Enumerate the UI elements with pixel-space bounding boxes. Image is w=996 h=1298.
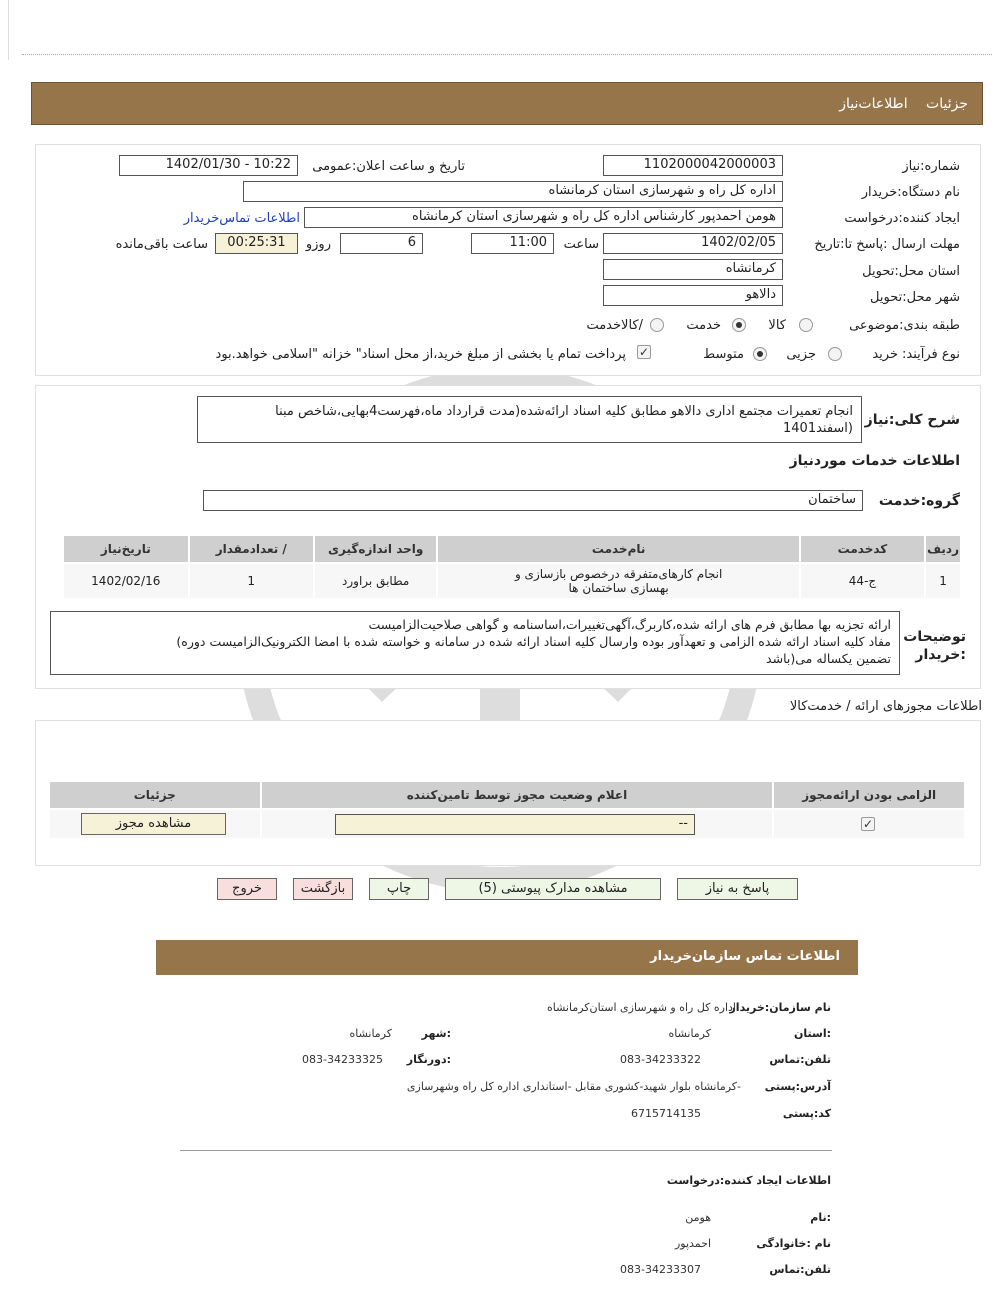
deadline-time-field: 11:00: [471, 233, 554, 254]
service-group-label: گروه:خدمت: [878, 493, 960, 509]
treasury-payment-checkbox[interactable]: ✓: [638, 345, 650, 359]
creator-name-value: هومن: [685, 1211, 711, 1224]
cell-row: 1: [925, 563, 961, 599]
col-service-name: نام‌خدمت: [437, 535, 799, 563]
process-minor-radio[interactable]: [828, 347, 842, 361]
contact-province-value: کرمانشاه: [668, 1027, 711, 1040]
need-info-panel: [35, 144, 981, 376]
left-rule: [8, 0, 9, 60]
creator-field: هومن احمدپور کارشناس اداره کل راه و شهرسازی استان کرمانشاه: [304, 207, 783, 228]
buyer-notes-line-1: ارائه تجزیه بها مطابق فرم های ارائه شده،کاربرگ،آگهی‌تغییرات،اساسنامه و گواهی صلاحیت‌الزامیست: [368, 617, 891, 632]
buyer-field: اداره کل راه و شهرسازی استان کرمانشاه: [243, 181, 783, 202]
contact-title: اطلاعات تماس سازمان‌خریدار: [156, 940, 858, 975]
category-label: طبقه بندی:موضوعی: [849, 318, 960, 333]
province-label: استان محل:تحویل: [862, 264, 960, 279]
tab-details[interactable]: جزئیات: [926, 96, 968, 112]
cell-need-date: 1402/02/16: [63, 563, 189, 599]
category-service-radio[interactable]: [732, 318, 746, 332]
contact-province-label: :استان: [794, 1027, 831, 1040]
col-row: ردیف: [925, 535, 961, 563]
category-goods-label: کالا: [768, 318, 786, 333]
org-value: اداره کل راه و شهرسازی استان‌کرمانشاه: [547, 1001, 736, 1014]
treasury-payment-label: پرداخت تمام یا بخشی از مبلغ خرید،از محل اسناد" خزانه "اسلامی خواهد.بود: [215, 347, 626, 362]
col-permit-status: اعلام وضعیت مجوز توسط تامین‌کننده: [261, 781, 774, 809]
fax-value: 083-34233325: [302, 1053, 383, 1066]
creator-phone-label: تلفن:تماس: [769, 1263, 831, 1276]
category-goods-service-label: /کالاخدمت: [586, 318, 643, 333]
permit-status-field[interactable]: --: [335, 814, 695, 835]
creator-name-label: :نام: [810, 1211, 831, 1224]
buyer-contact-link[interactable]: اطلاعات تماس‌خریدار: [183, 211, 300, 226]
permit-required-checkbox[interactable]: ✓: [862, 817, 874, 831]
buyer-label: نام دستگاه:خریدار: [861, 185, 960, 200]
services-table: [62, 534, 962, 600]
announce-field: 1402/01/30 - 10:22: [119, 155, 298, 176]
header-bar: [31, 82, 983, 125]
remaining-time-field: 00:25:31: [215, 233, 298, 254]
need-number-label: شماره:نیاز: [902, 159, 960, 174]
creator-info-title: اطلاعات ایجاد کننده:درخواست: [666, 1174, 831, 1187]
phone-value: 083-34233322: [620, 1053, 701, 1066]
fax-label: :دورنگار: [406, 1053, 451, 1066]
creator-label: ایجاد کننده:درخواست: [844, 211, 960, 226]
process-label: نوع فرآیند:: [902, 347, 960, 362]
category-service-label: خدمت: [686, 318, 721, 333]
city-field: دالاهو: [603, 285, 783, 306]
view-permit-button[interactable]: مشاهده مجوز: [81, 813, 226, 835]
category-goods-service-radio[interactable]: [650, 318, 664, 332]
process-medium-label: متوسط: [703, 347, 744, 362]
process-medium-radio[interactable]: [753, 347, 767, 361]
postal-value: 6715714135: [631, 1107, 701, 1120]
need-number-field: 1102000042000003: [603, 155, 783, 176]
col-unit: واحد اندازه‌گیری: [314, 535, 437, 563]
buyer-notes-text: [50, 611, 900, 675]
tab-need-info[interactable]: اطلاعات‌نیاز: [839, 96, 908, 112]
contact-city-value: کرمانشاه: [349, 1027, 392, 1040]
service-group-field: ساختمان: [203, 490, 863, 511]
col-service-code: کدخدمت: [800, 535, 925, 563]
table-row: [63, 563, 961, 599]
announce-label: تاریخ و ساعت اعلان:عمومی: [312, 159, 465, 174]
deadline-date-field: 1402/02/05: [603, 233, 783, 254]
col-permit-required: الزامی بودن ارائه‌مجوز: [773, 781, 965, 809]
top-divider: [22, 54, 992, 55]
cell-service-code: ج-44: [800, 563, 925, 599]
col-need-date: تاریخ‌نیاز: [63, 535, 189, 563]
print-button[interactable]: چاپ: [369, 878, 429, 900]
col-quantity: / تعدادمقدار: [189, 535, 314, 563]
org-label: نام سازمان:خریدار: [729, 1001, 831, 1014]
summary-text: انجام تعمیرات مجتمع اداری دالاهو مطابق کلیه اسناد ارائه‌شده(مدت قرارداد ماه،فهرست4بهایی،شاخص مبنا (اسفند1401: [197, 396, 862, 443]
days-field: 6: [340, 233, 423, 254]
permits-title: اطلاعات مجوزهای ارائه / خدمت‌کالا: [789, 699, 982, 714]
summary-label: شرح کلی:نیاز: [864, 412, 960, 428]
contact-city-label: :شهر: [421, 1027, 451, 1040]
remaining-label: ساعت باقی‌مانده: [115, 237, 208, 252]
province-field: کرمانشاه: [603, 259, 783, 280]
buyer-notes-line-2: مفاد کلیه اسناد ارائه شده الزامی و تعهدآور بوده وارسال کلیه اسناد ارائه شده در سامانه و خواسته شده با امضا الکترونیک‌الزامیست دوره): [176, 634, 891, 649]
buyer-notes-line-3: تضمین یکساله می(باشد: [766, 651, 891, 666]
address-label: آدرس:پستی: [764, 1080, 831, 1093]
exit-button[interactable]: خروج: [217, 878, 277, 900]
cell-service-name: انجام کارهای‌متفرقه درخصوص بازسازی و بهسازی ساختمان ها: [437, 563, 799, 599]
reply-button[interactable]: پاسخ به نیاز: [677, 878, 798, 900]
deadline-time-label: ساعت: [563, 237, 599, 252]
creator-family-value: احمدپور: [674, 1237, 711, 1250]
creator-phone-value: 083-34233307: [620, 1263, 701, 1276]
days-label: روزو: [305, 237, 331, 252]
attachments-button[interactable]: مشاهده مدارک پیوستی (5): [445, 878, 661, 900]
city-label: شهر محل:تحویل: [870, 290, 960, 305]
contact-divider: [180, 1150, 832, 1151]
postal-label: کد:پستی: [782, 1107, 831, 1120]
process-minor-label: جزیی: [786, 347, 816, 362]
col-permit-details: جزئیات: [49, 781, 261, 809]
process-buy-label: خرید: [872, 347, 898, 362]
deadline-label: مهلت ارسال :پاسخ تا:تاریخ: [814, 237, 960, 252]
cell-unit: مطابق براورد: [314, 563, 437, 599]
back-button[interactable]: بازگشت: [293, 878, 353, 900]
cell-quantity: 1: [189, 563, 314, 599]
buyer-notes-label: توضیحات :خریدار: [903, 629, 966, 663]
services-title: اطلاعات خدمات موردنیاز: [789, 453, 960, 469]
category-goods-radio[interactable]: [799, 318, 813, 332]
address-value: -کرمانشاه بلوار شهید-کشوری مقابل -استانداری اداره کل راه وشهرسازی: [406, 1080, 741, 1093]
phone-label: تلفن:تماس: [769, 1053, 831, 1066]
creator-family-label: نام :خانوادگی: [756, 1237, 831, 1250]
